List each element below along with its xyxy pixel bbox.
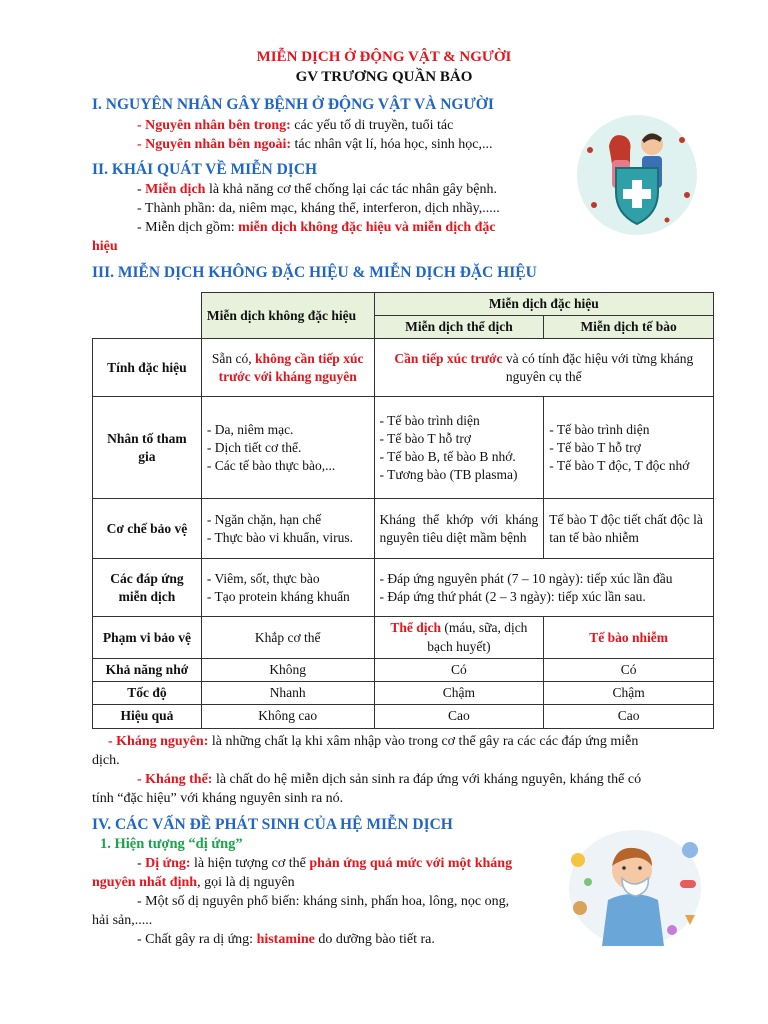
list-item: - Dịch tiết cơ thể. <box>206 439 302 455</box>
antigen-text: là những chất lạ khi xâm nhập vào trong cơ thể gây ra các các đáp ứng miễn <box>208 734 639 749</box>
scope-nonspecific: Khắp cơ thể <box>201 617 374 658</box>
factors-cell-mediated <box>544 397 714 499</box>
header-humoral: Miễn dịch thể dịch <box>374 316 544 339</box>
histamine-text: do dưỡng bào tiết ra. <box>314 932 435 947</box>
list-item: - Đáp ứng thứ phát (2 – 3 ngày): tiếp xúc lần sau. <box>379 588 646 604</box>
responses-nonspecific <box>201 559 374 617</box>
antigen-definition-line-1 <box>108 734 638 750</box>
allergy-line-3: - Một số dị nguyên phổ biến: kháng sinh, phấn hoa, lông, nọc ong, <box>137 894 510 909</box>
efficiency-nonspecific: Không cao <box>201 705 374 728</box>
section-1-heading: I. NGUYÊN NHÂN GÂY BỆNH Ở ĐỘNG VẬT VÀ NGƯỜI <box>92 96 494 113</box>
antibody-text: là chất do hệ miễn dịch sản sinh ra đáp ứng với kháng nguyên, kháng thể có <box>212 772 642 787</box>
list-item: - Tế bào T hỗ trợ <box>379 430 472 446</box>
allergen-text: , gọi là dị nguyên <box>197 875 295 890</box>
inner-cause-label: - Nguyên nhân bên trong: <box>137 118 291 133</box>
section-2-heading: II. KHÁI QUÁT VỀ MIỄN DỊCH <box>92 161 318 178</box>
histamine-intro: - Chất gây ra dị ứng: <box>137 932 257 947</box>
allergy-line-5 <box>137 932 435 948</box>
scope-humoral <box>374 617 544 658</box>
allergy-subheading: 1. Hiện tượng “dị ứng” <box>100 836 243 852</box>
antibody-definition-line-1 <box>137 772 641 788</box>
family-shield-icon <box>572 110 702 240</box>
section-3-heading: III. MIỄN DỊCH KHÔNG ĐẶC HIỆU & MIỄN DỊCH ĐẶC HIỆU <box>92 264 537 281</box>
section-2-line-4: hiệu <box>92 239 118 254</box>
section-4-heading: IV. CÁC VẤN ĐỀ PHÁT SINH CỦA HỆ MIỄN DỊCH <box>92 816 453 833</box>
comparison-table <box>92 292 714 729</box>
outer-cause-label: - Nguyên nhân bên ngoài: <box>137 137 292 152</box>
row-label-specificity: Tính đặc hiệu <box>93 339 202 397</box>
list-item: - Tế bào trình diện <box>549 421 650 437</box>
section-2-line-2: - Thành phần: da, niêm mạc, kháng thể, interferon, dịch nhầy,..... <box>137 201 500 216</box>
cell-text: và có tính đặc hiệu với từng kháng nguyên cụ thể <box>502 350 694 384</box>
specificity-specific <box>374 339 713 397</box>
list-item: - Da, niêm mạc. <box>206 421 294 437</box>
cell-text-red: Cần tiếp xúc trước <box>394 350 503 366</box>
antibody-definition-line-2: tính “đặc hiệu” với kháng nguyên sinh ra nó. <box>92 791 344 806</box>
efficiency-cell-mediated: Cao <box>544 705 714 728</box>
allergy-sneeze-icon <box>560 820 710 950</box>
document-title: MIỄN DỊCH Ở ĐỘNG VẬT & NGƯỜI <box>256 49 512 65</box>
section-2-line-3 <box>137 220 496 236</box>
speed-nonspecific: Nhanh <box>201 682 374 705</box>
outer-cause-text: tác nhân vật lí, hóa học, sinh học,... <box>291 137 493 152</box>
list-item: - Thực bào vi khuẩn, virus. <box>206 529 354 545</box>
list-item: - Tế bào T hỗ trợ <box>549 439 641 455</box>
allergy-text-red: phản ứng quá mức với một kháng <box>309 856 513 871</box>
row-label-scope: Phạm vi bảo vệ <box>93 617 202 658</box>
list-item: - Tế bào trình diện <box>379 412 480 428</box>
antigen-definition-line-2: dịch. <box>92 753 120 768</box>
efficiency-humoral: Cao <box>374 705 544 728</box>
allergy-term: Dị ứng: <box>145 856 191 871</box>
memory-nonspecific: Không <box>201 658 374 681</box>
header-specific: Miễn dịch đặc hiệu <box>374 293 713 316</box>
mechanism-humoral: Kháng thể khớp với kháng nguyên tiêu diệt mầm bệnh <box>374 499 544 559</box>
header-nonspecific: Miễn dịch không đặc hiệu <box>201 293 374 339</box>
cell-text: Sẵn có, <box>211 350 256 366</box>
factors-nonspecific <box>201 397 374 499</box>
list-item: - Tế bào B, tế bào B nhớ. <box>379 448 516 464</box>
scope-cell-mediated: Tế bào nhiễm <box>544 617 714 658</box>
list-item: - Tế bào T độc, T độc nhớ <box>549 458 690 474</box>
responses-specific <box>374 559 713 617</box>
row-label-speed: Tốc độ <box>93 682 202 705</box>
immunity-types: miễn dịch không đặc hiệu và miễn dịch đặc <box>238 220 496 235</box>
speed-humoral: Chậm <box>374 682 544 705</box>
antibody-term: - Kháng thể: <box>137 772 213 787</box>
cell-text-red: không cần tiếp xúc trước với kháng nguyên <box>218 350 364 384</box>
memory-cell-mediated: Có <box>544 658 714 681</box>
row-label-memory: Khả năng nhớ <box>93 658 202 681</box>
row-label-efficiency: Hiệu quả <box>93 705 202 728</box>
antigen-term: - Kháng nguyên: <box>108 734 209 749</box>
bullet: - <box>137 856 146 871</box>
table-corner <box>93 293 202 339</box>
list-item: - Tạo protein kháng khuẩn <box>206 588 350 604</box>
row-label-mechanism: Cơ chế bảo vệ <box>93 499 202 559</box>
list-item: - Các tế bào thực bào,... <box>206 458 336 474</box>
histamine-term: histamine <box>256 932 315 947</box>
section-1-line-2 <box>137 137 492 153</box>
speed-cell-mediated: Chậm <box>544 682 714 705</box>
memory-humoral: Có <box>374 658 544 681</box>
factors-humoral <box>374 397 544 499</box>
allergen-term: nguyên nhất định <box>92 875 198 890</box>
document-author: GV TRƯƠNG QUẦN BẢO <box>295 69 473 85</box>
allergy-text: là hiện tượng cơ thể <box>190 856 310 871</box>
list-item: - Tương bào (TB plasma) <box>379 467 518 483</box>
immunity-term: Miễn dịch <box>145 182 206 197</box>
section-1-line-1 <box>137 118 453 134</box>
inner-cause-text: các yếu tố di truyền, tuổi tác <box>290 118 454 133</box>
cell-text: (máu, sữa, dịch bạch huyết) <box>427 620 528 654</box>
cell-text-red: Thể dịch <box>390 620 442 636</box>
list-item: - Viêm, sốt, thực bào <box>206 570 320 586</box>
mechanism-nonspecific <box>201 499 374 559</box>
immunity-types-intro: - Miễn dịch gồm: <box>137 220 239 235</box>
list-item: - Đáp ứng nguyên phát (7 – 10 ngày): tiếp xúc lần đầu <box>379 570 673 586</box>
allergy-line-1 <box>137 856 512 872</box>
mechanism-cell-mediated: Tế bào T độc tiết chất độc là tan tế bào nhiễm <box>544 499 714 559</box>
bullet: - <box>137 182 146 197</box>
row-label-responses: Các đáp ứng miễn dịch <box>93 559 202 617</box>
list-item: - Ngăn chặn, hạn chế <box>206 511 322 527</box>
specificity-nonspecific <box>201 339 374 397</box>
section-2-line-1 <box>137 182 497 198</box>
row-label-factors: Nhân tố tham gia <box>93 397 202 499</box>
immunity-definition: là khả năng cơ thể chống lại các tác nhân gây bệnh. <box>205 182 498 197</box>
allergy-line-4: hải sản,..... <box>92 913 153 928</box>
allergy-line-2 <box>92 875 295 891</box>
header-cell-mediated: Miễn dịch tế bào <box>544 316 714 339</box>
